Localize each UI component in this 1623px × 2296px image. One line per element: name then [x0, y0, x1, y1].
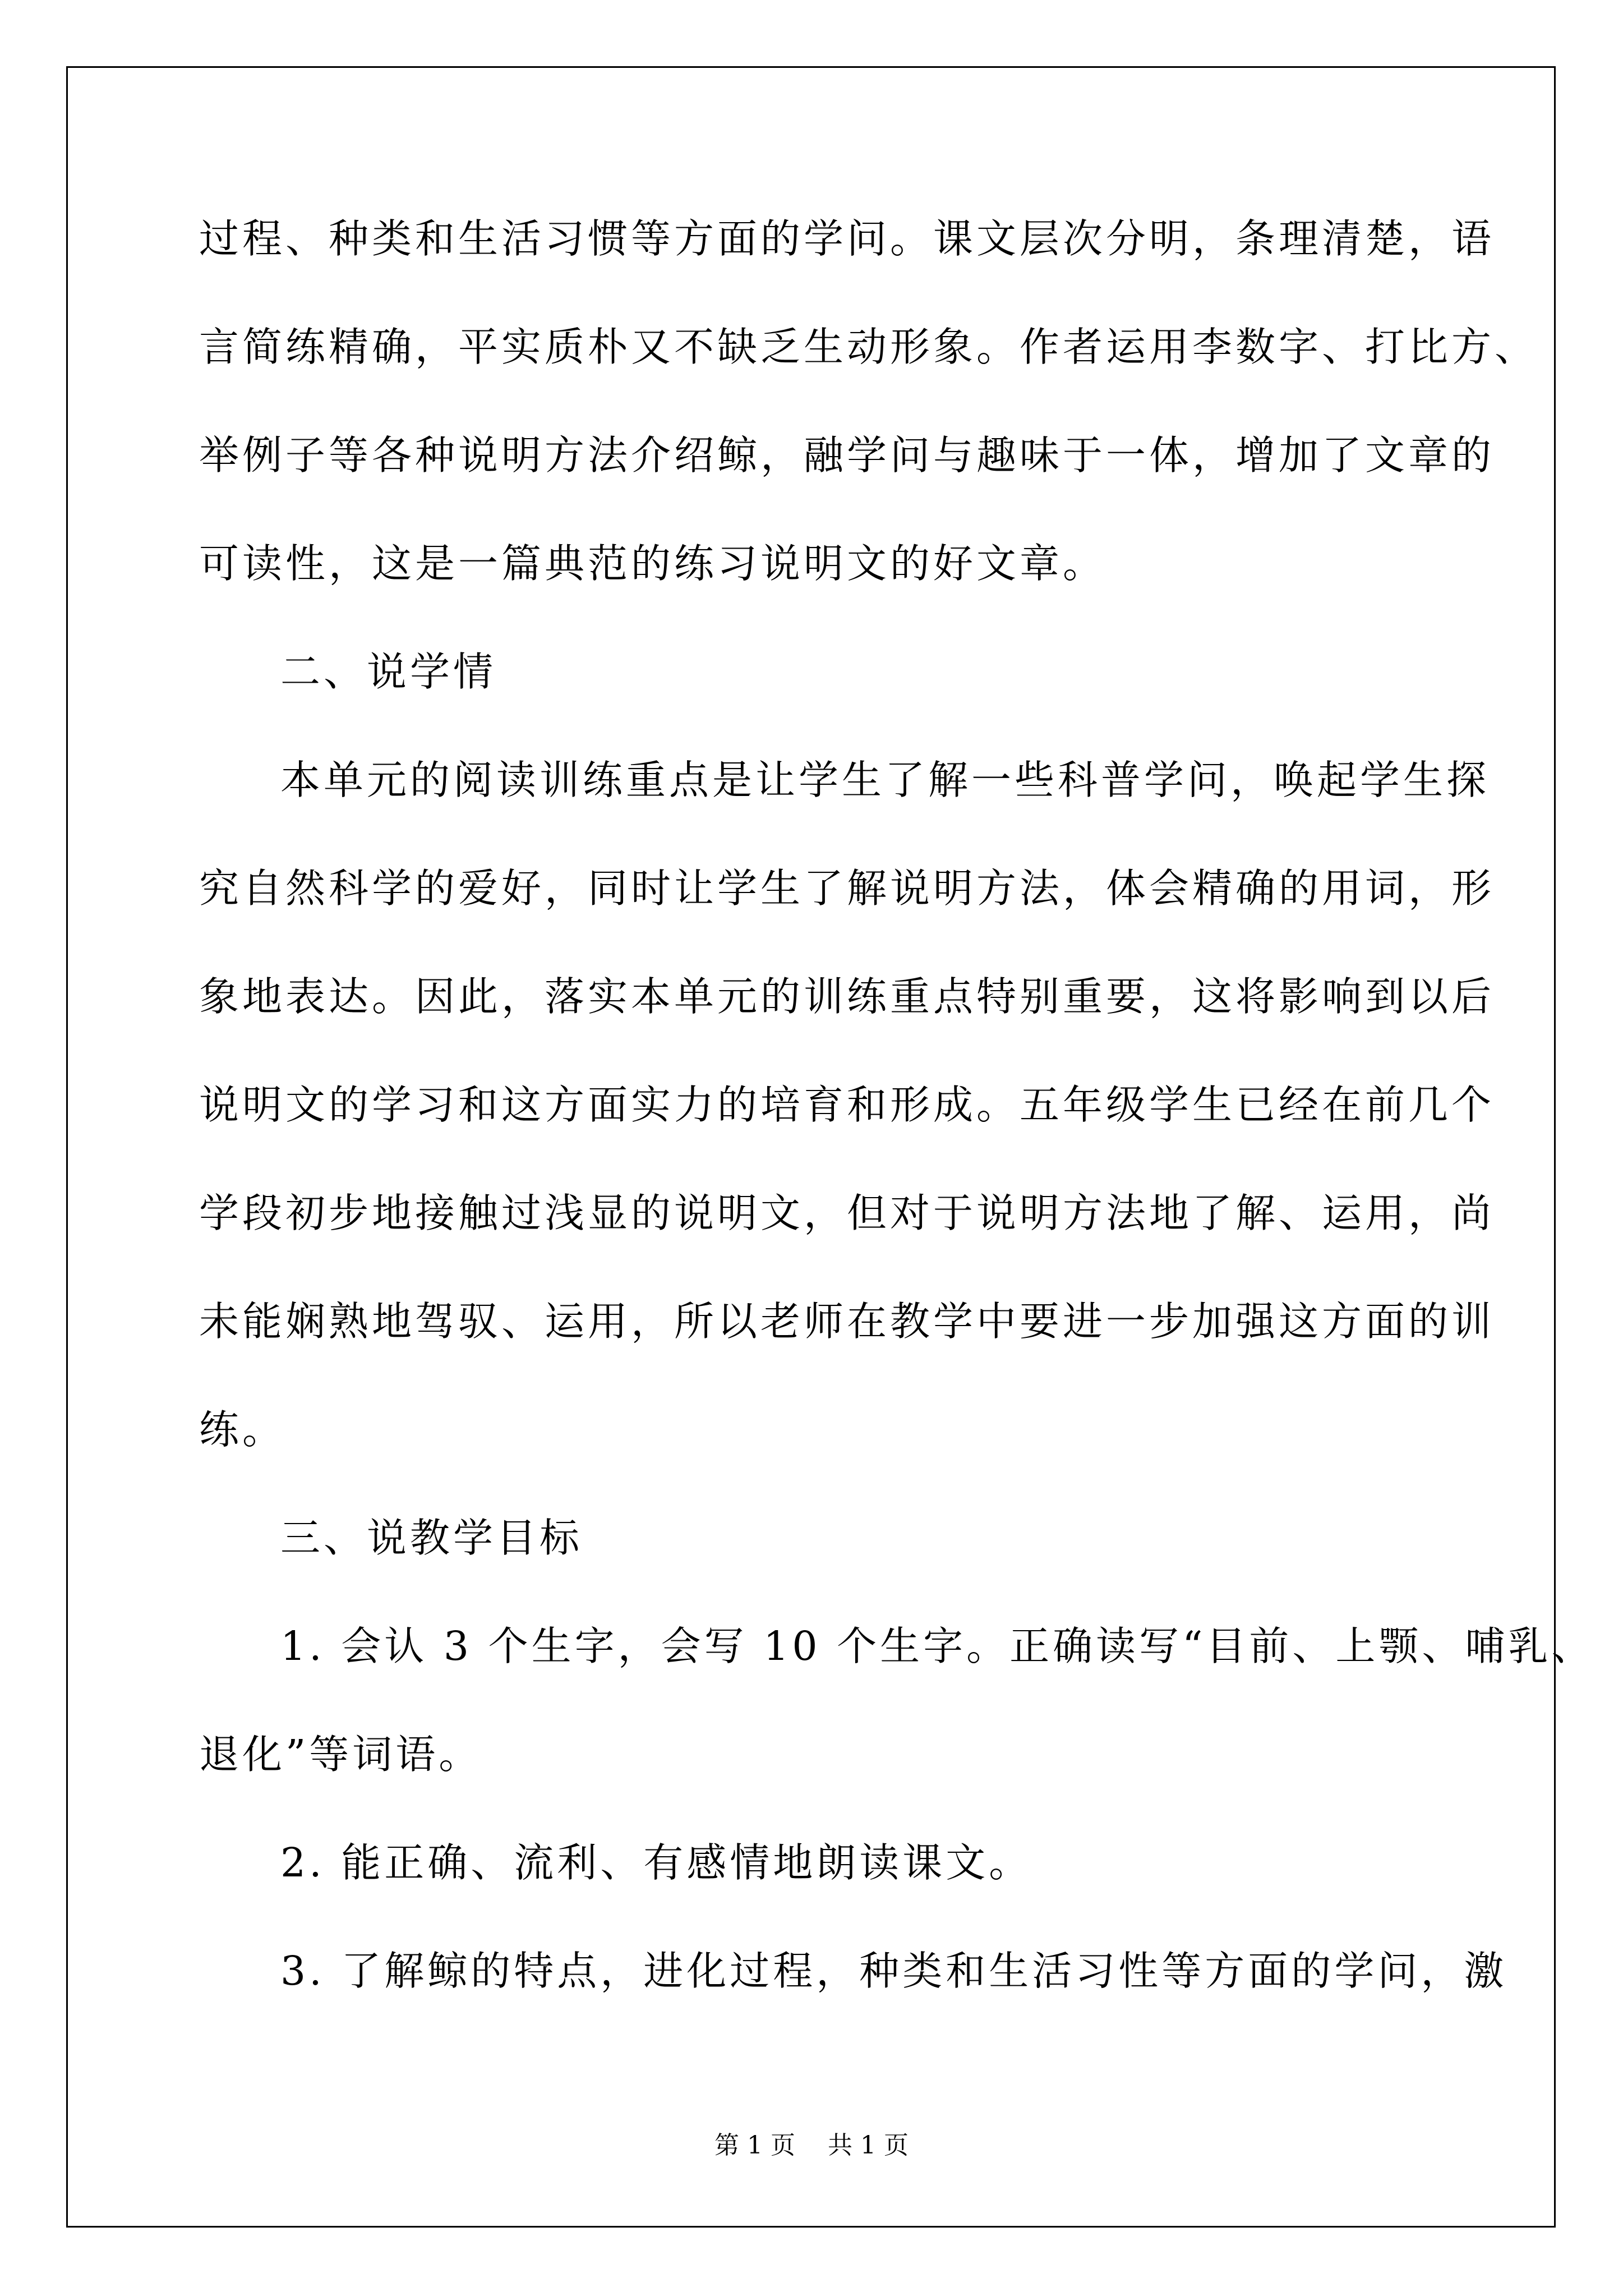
paragraph-line: 说明文的学习和这方面实力的培育和形成。五年级学生已经在前几个 — [199, 1082, 1495, 1128]
paragraph-line: 可读性，这是一篇典范的练习说明文的好文章。 — [199, 540, 1106, 587]
paragraph-line: 过程、种类和生活习惯等方面的学问。课文层次分明，条理清楚，语 — [199, 215, 1495, 262]
paragraph-line: 本单元的阅读训练重点是让学生了解一些科普学问，唤起学生探 — [280, 757, 1490, 803]
list-item: 2. 能正确、流利、有感情地朗读课文。 — [280, 1839, 1032, 1886]
page-border — [66, 66, 1556, 2228]
section-heading: 二、说学情 — [280, 648, 497, 695]
paragraph-line: 象地表达。因此，落实本单元的训练重点特别重要，这将影响到以后 — [199, 973, 1495, 1020]
page-number-footer: 第 1 页 共 1 页 — [714, 2131, 909, 2160]
list-item-continuation: 退化”等词语。 — [199, 1731, 482, 1778]
paragraph-line: 举例子等各种说明方法介绍鲸，融学问与趣味于一体，增加了文章的 — [199, 432, 1495, 478]
paragraph-line: 学段初步地接触过浅显的说明文，但对于说明方法地了解、运用，尚 — [199, 1190, 1495, 1236]
paragraph-line: 未能娴熟地驾驭、运用，所以老师在教学中要进一步加强这方面的训 — [199, 1298, 1495, 1345]
section-heading: 三、说教学目标 — [280, 1515, 583, 1561]
list-item: 1. 会认 3 个生字，会写 10 个生字。正确读写“目前、上颚、哺乳、 — [280, 1623, 1595, 1669]
paragraph-line: 言简练精确，平实质朴又不缺乏生动形象。作者运用李数字、打比方、 — [199, 324, 1538, 370]
paragraph-line: 练。 — [199, 1406, 286, 1453]
paragraph-line: 究自然科学的爱好，同时让学生了解说明方法，体会精确的用词，形 — [199, 865, 1495, 912]
list-item: 3. 了解鲸的特点，进化过程，种类和生活习性等方面的学问，激 — [280, 1948, 1507, 1994]
